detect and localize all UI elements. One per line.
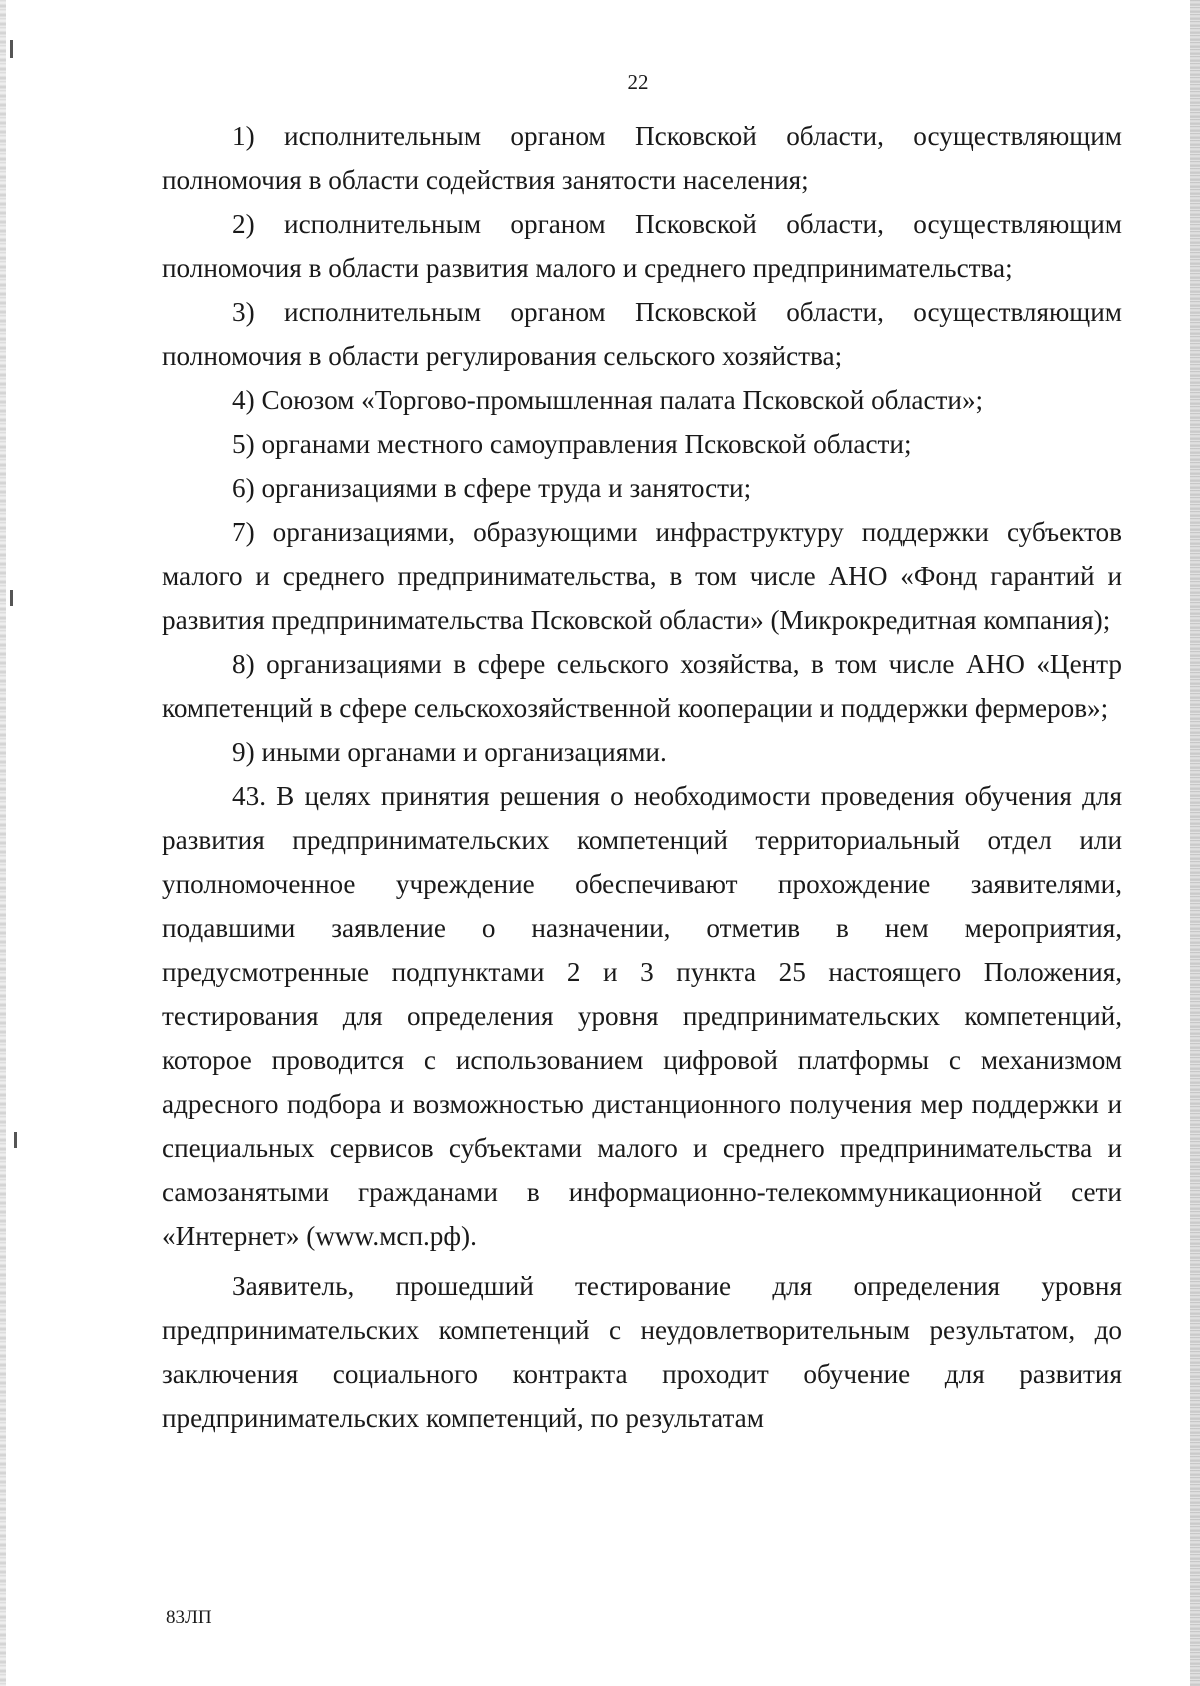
document-body [162,114,1122,1440]
scan-right-edge [1190,0,1200,1686]
paragraph: 3) исполнительным органом Псковской области, осуществляющим полномочия в области регулирования сельского хозяйства; [162,297,1122,371]
scan-mark [10,590,13,606]
scan-mark [14,1132,17,1148]
document-code: 83ЛП [166,1607,212,1628]
paragraph: 4) Союзом «Торгово-промышленная палата Псковской области»; [232,385,984,415]
paragraph: 5) органами местного самоуправления Псковской области; [232,429,912,459]
paragraph: 1) исполнительным органом Псковской области, осуществляющим полномочия в области содействия занятости населения; [162,121,1122,195]
paragraph: Заявитель, прошедший тестирование для определения уровня предпринимательских компетенций с неудовлетворительным результатом, до заключения социального контракта проходит обучение для развития предпринимательских компетенций, по результатам [162,1271,1122,1433]
paragraph: 8) организациями в сфере сельского хозяйства, в том числе АНО «Центр компетенций в сфере сельскохозяйственной кооперации и поддержки фермеров»; [162,649,1122,723]
paragraph: 9) иными органами и организациями. [232,737,667,767]
paragraph: 6) организациями в сфере труда и занятости; [232,473,752,503]
paragraph: 43. В целях принятия решения о необходимости проведения обучения для развития предпринимательских компетенций территориальный отдел или уполномоченное учреждение обеспечивают прохождение заявителями, подавшими заявление о назначении, отметив в нем мероприятия, предусмотренные подпунктами 2 и 3 пункта 25 настоящего Положения, тестирования для определения уровня предпринимательских компетенций, которое проводится с использованием цифровой платформы с механизмом адресного подбора и возможностью дистанционного получения мер поддержки и специальных сервисов субъектами малого и среднего предпринимательства и самозанятыми гражданами в информационно-телекоммуникационной сети «Интернет» (www.мсп.рф). [162,781,1122,1251]
scan-left-edge [0,0,6,1686]
page-number: 22 [627,70,649,94]
paragraph: 2) исполнительным органом Псковской области, осуществляющим полномочия в области развития малого и среднего предпринимательства; [162,209,1122,283]
paragraph: 7) организациями, образующими инфраструктуру поддержки субъектов малого и среднего предпринимательства, в том числе АНО «Фонд гарантий и развития предпринимательства Псковской области» (Микрокредитная компания); [162,517,1122,635]
scan-mark [10,40,13,58]
